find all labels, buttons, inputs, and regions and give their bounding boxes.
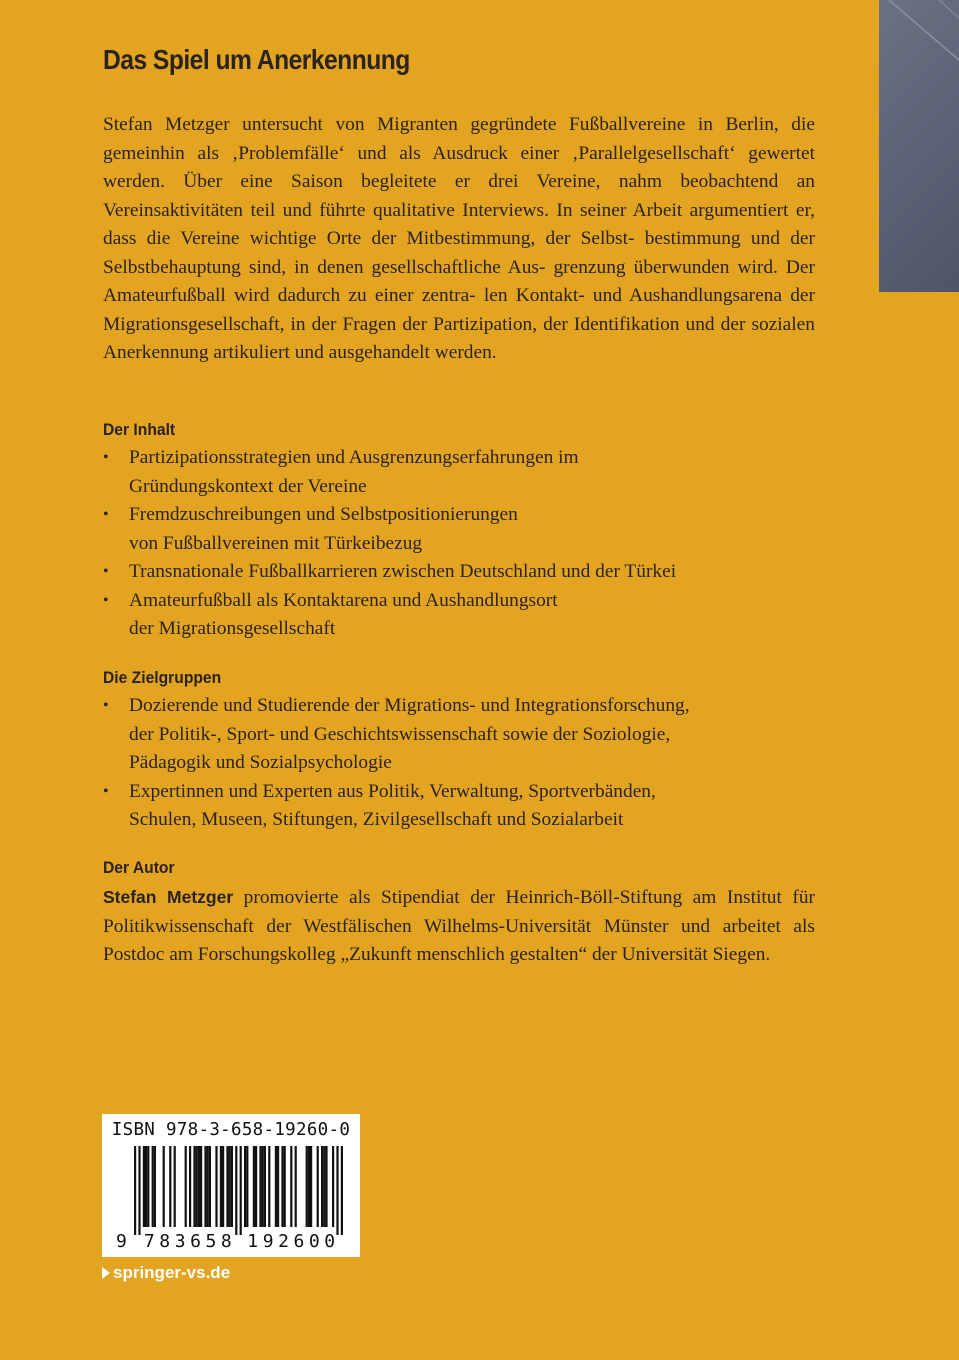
barcode-bar bbox=[310, 1146, 312, 1227]
isbn-label: ISBN 978-3-658-19260-0 bbox=[111, 1120, 351, 1140]
barcode-bar bbox=[341, 1146, 343, 1235]
author-name: Stefan Metzger bbox=[103, 887, 234, 907]
barcode-bar bbox=[332, 1146, 334, 1227]
barcode-bar bbox=[220, 1146, 222, 1227]
intro-line: die gemeinhin als ‚Problemfälle‘ und als Ausdruck einer ‚Parallelgesellschaft‘ bbox=[103, 114, 815, 164]
barcode-bar bbox=[259, 1146, 261, 1227]
barcode-digit: 8 bbox=[220, 1231, 232, 1252]
barcode-bar bbox=[189, 1146, 191, 1227]
intro-line: argumentiert er, dass die Vereine wichtige Orte der Mitbestimmung, der Selbst- bbox=[103, 199, 815, 249]
author-line: für Politikwissenschaft der Westfälischen Wilhelms-Universität Münster und bbox=[103, 887, 815, 937]
barcode-digit: 0 bbox=[324, 1231, 336, 1252]
barcode-bar bbox=[152, 1146, 154, 1227]
barcode-bars bbox=[102, 1114, 360, 1257]
barcode-bar bbox=[284, 1146, 286, 1227]
list-item: • Dozierende und Studierende der Migrations- und Integrationsforschung, der Politik-, Sport- und Geschichtswissenschaft sowie der Soziologie, Pädagogik und Sozialpsychologie bbox=[103, 692, 823, 778]
author-line: Universität Siegen. bbox=[621, 944, 771, 965]
website-link[interactable] bbox=[102, 1263, 230, 1283]
isbn-barcode bbox=[102, 1114, 360, 1257]
barcode-digit: 5 bbox=[205, 1231, 217, 1252]
barcode-bar bbox=[253, 1146, 255, 1227]
barcode-bar bbox=[244, 1146, 246, 1227]
barcode-digit: 0 bbox=[308, 1231, 320, 1252]
barcode-bar bbox=[193, 1146, 195, 1227]
barcode-bar bbox=[308, 1146, 310, 1227]
barcode-bar bbox=[336, 1146, 338, 1235]
arrow-right-icon bbox=[102, 1267, 110, 1279]
barcode-bar bbox=[207, 1146, 209, 1227]
book-title: Das Spiel um Anerkennung bbox=[103, 44, 410, 75]
barcode-bar bbox=[275, 1146, 277, 1227]
barcode-bar bbox=[240, 1146, 242, 1235]
intro-line: gewertet werden. Über eine Saison begleitete er drei Vereine, nahm beobachtend bbox=[103, 142, 815, 192]
intro-line: len Kontakt- und Aushandlungsarena der Migrationsgesellschaft, in der Fragen bbox=[103, 285, 815, 335]
intro-line: Stefan Metzger untersucht von Migranten gegründete Fußballvereine in Berlin, bbox=[103, 114, 779, 135]
barcode-bar bbox=[209, 1146, 211, 1227]
barcode-bar bbox=[215, 1146, 217, 1227]
intro-line: und ausgehandelt werden. bbox=[294, 342, 497, 363]
bullet-icon: • bbox=[103, 782, 109, 800]
list-item: • Expertinnen und Experten aus Politik, Verwaltung, Sportverbänden, Schulen, Museen, Stiftungen, Zivilgesellschaft und Sozialarbeit bbox=[103, 778, 823, 835]
barcode-bar bbox=[246, 1146, 248, 1227]
barcode-digit: 6 bbox=[190, 1231, 201, 1252]
bullet-icon: • bbox=[103, 563, 109, 580]
barcode-bar bbox=[231, 1146, 233, 1227]
barcode-bar bbox=[277, 1146, 279, 1227]
barcode-digit: 9 bbox=[262, 1231, 274, 1252]
author-line: promovierte als Stipendiat der Heinrich-Böll-Stiftung am Institut bbox=[233, 887, 782, 908]
barcode-digit: 8 bbox=[159, 1231, 171, 1252]
barcode-digit: 6 bbox=[293, 1231, 305, 1252]
list-item: • Partizipationsstrategien und Ausgrenzungserfahrungen im Gründungskontext der Vereine bbox=[103, 444, 823, 501]
corner-graphic bbox=[879, 0, 959, 292]
barcode-bar bbox=[145, 1146, 147, 1227]
list-item: • Amateurfußball als Kontaktarena und Aushandlungsort der Migrationsgesellschaft bbox=[103, 587, 823, 644]
barcode-bar bbox=[138, 1146, 140, 1235]
barcode-bar bbox=[306, 1146, 308, 1227]
barcode-digit: 2 bbox=[278, 1231, 289, 1252]
barcode-bar bbox=[323, 1146, 325, 1227]
autor-heading: Der Autor bbox=[103, 858, 175, 877]
barcode-bar bbox=[204, 1146, 206, 1227]
barcode-bar bbox=[264, 1146, 266, 1227]
barcode-bar bbox=[321, 1146, 323, 1227]
corner-lines bbox=[879, 0, 959, 292]
barcode-bar bbox=[325, 1146, 327, 1227]
barcode-bar bbox=[268, 1146, 270, 1227]
barcode-bar bbox=[295, 1146, 297, 1227]
zielgruppen-list bbox=[103, 692, 823, 835]
inhalt-list bbox=[103, 444, 823, 644]
bullet-icon: • bbox=[103, 697, 109, 714]
barcode-bar bbox=[222, 1146, 224, 1227]
bullet-icon: • bbox=[103, 591, 109, 609]
intro-text bbox=[103, 111, 815, 368]
intro-line: grenzung überwunden wird. Der Amateurfußball wird dadurch zu einer zentra- bbox=[103, 256, 815, 306]
barcode-bar bbox=[163, 1146, 165, 1227]
barcode-bar bbox=[147, 1146, 149, 1227]
barcode-bar bbox=[154, 1146, 156, 1227]
barcode-bar bbox=[262, 1146, 264, 1227]
zielgruppen-heading: Die Zielgruppen bbox=[103, 668, 222, 687]
barcode-bar bbox=[281, 1146, 283, 1227]
barcode-bar bbox=[235, 1146, 237, 1235]
bullet-icon: • bbox=[103, 506, 109, 523]
inhalt-heading: Der Inhalt bbox=[103, 420, 176, 439]
author-line: arbeitet als Postdoc am Forschungskolleg „Zukunft menschlich gestalten“ der bbox=[103, 915, 815, 965]
barcode-bar bbox=[317, 1146, 319, 1227]
author-bio bbox=[103, 883, 815, 970]
barcode-bar bbox=[229, 1146, 231, 1227]
barcode-bar bbox=[200, 1146, 202, 1227]
list-item: • Transnationale Fußballkarrieren zwischen Deutschland und der Türkei bbox=[103, 558, 823, 587]
barcode-digit: 9 bbox=[116, 1231, 127, 1252]
barcode-digit: 3 bbox=[174, 1231, 186, 1252]
bullet-icon: • bbox=[103, 449, 109, 466]
barcode-bar bbox=[185, 1146, 187, 1227]
intro-line: an Vereinsaktivitäten teil und führte qualitative Interviews. In seiner Arbeit bbox=[103, 171, 815, 221]
barcode-bar bbox=[134, 1146, 136, 1235]
intro-line: der Partizipation, der Identifikation und der sozialen Anerkennung artikuliert bbox=[103, 313, 815, 363]
barcode-bar bbox=[255, 1146, 257, 1227]
intro-line: bestimmung und der Selbstbehauptung sind, in denen gesellschaftliche Aus- bbox=[103, 228, 815, 278]
barcode-bar bbox=[174, 1146, 176, 1227]
barcode-digit: 7 bbox=[143, 1231, 155, 1252]
website-text: springer-vs.de bbox=[113, 1263, 231, 1282]
barcode-bar bbox=[143, 1146, 145, 1227]
barcode-bar bbox=[226, 1146, 228, 1227]
list-item: • Fremdzuschreibungen und Selbstpositionierungen von Fußballvereinen mit Türkeibezug bbox=[103, 501, 823, 558]
barcode-bar bbox=[290, 1146, 292, 1227]
barcode-bar bbox=[198, 1146, 200, 1227]
barcode-bar bbox=[196, 1146, 198, 1227]
barcode-digit: 1 bbox=[247, 1231, 259, 1252]
barcode-bar bbox=[169, 1146, 171, 1227]
